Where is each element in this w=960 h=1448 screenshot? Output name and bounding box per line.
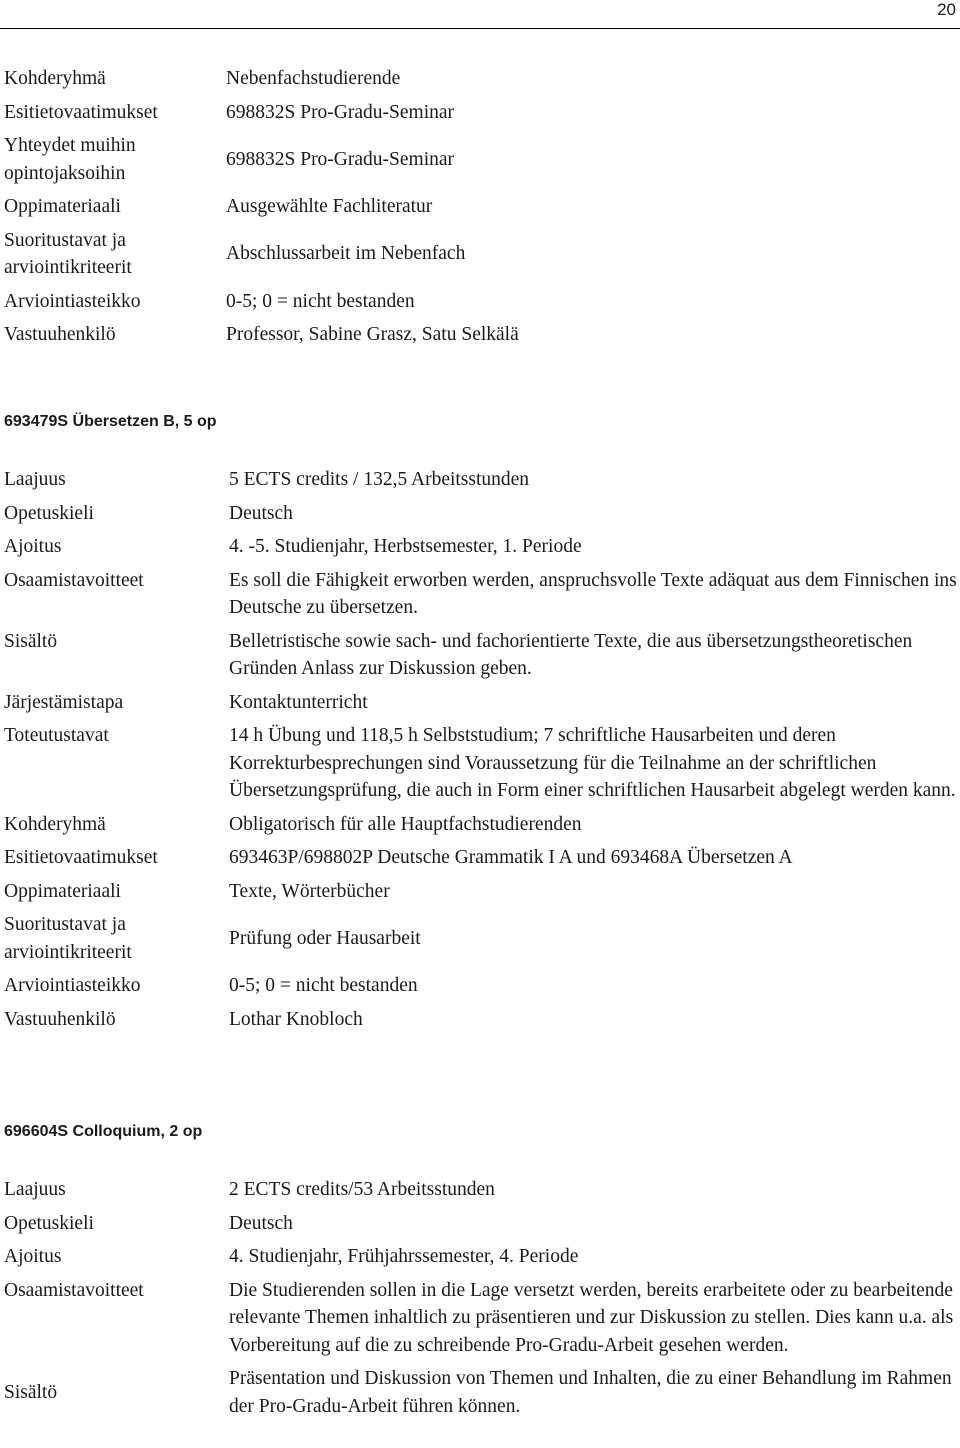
field-label: Kohderyhmä — [4, 68, 106, 89]
field-value: Abschlussarbeit im Nebenfach — [226, 243, 466, 265]
course-heading-colloquium: 696604S Colloquium, 2 op — [4, 1123, 203, 1140]
row-laajuus — [4, 1176, 959, 1210]
field-value: 5 ECTS credits / 132,5 Arbeitsstunden — [229, 469, 530, 490]
course-details-colloquium — [4, 1176, 959, 1426]
row-kohderyhma — [4, 65, 959, 99]
field-value: Texte, Wörterbücher — [229, 880, 390, 902]
field-value: Professor, Sabine Grasz, Satu Selkälä — [226, 324, 519, 345]
row-arviointiasteikko — [4, 288, 959, 322]
row-oppimateriaali — [4, 878, 959, 912]
field-value: Obligatorisch für alle Hauptfachstudierenden — [229, 813, 582, 835]
field-label: Suoritustavat ja arviointikriteerit — [4, 914, 132, 963]
row-jarjestamistapa — [4, 689, 959, 723]
field-label: Esitietovaatimukset — [4, 847, 158, 868]
field-value: 4. Studienjahr, Frühjahrssemester, 4. Periode — [229, 1246, 579, 1267]
field-label: Arviointiasteikko — [4, 975, 141, 996]
row-opetuskieli — [4, 500, 959, 534]
row-laajuus — [4, 466, 959, 500]
field-value: 14 h Übung und 118,5 h Selbststudium; 7 schriftliche Hausarbeiten und deren Korrekturbesprechungen sind Voraussetzung für die Teilnahme an der schriftlichen Übersetzungsprüfung, die auch in Form einer schriftlichen Hausarbeit abgelegt werden kann. — [229, 725, 956, 801]
row-osaamistavoitteet — [4, 1277, 959, 1366]
field-label: Opetuskieli — [4, 1212, 94, 1234]
field-value: Ausgewählte Fachliteratur — [226, 196, 433, 217]
row-sisalto — [4, 628, 959, 689]
row-esitietovaatimukset — [4, 99, 959, 133]
field-label: Laajuus — [4, 469, 66, 490]
field-label: Oppimateriaali — [4, 880, 121, 902]
field-label: Toteutustavat — [4, 725, 109, 746]
field-value: Belletristische sowie sach- und fachorientierte Texte, die aus übersetzungstheoretischen Gründen Anlass zur Diskussion geben. — [229, 630, 913, 679]
row-sisalto — [4, 1365, 959, 1426]
row-suoritustavat — [4, 227, 959, 288]
field-label: Osaamistavoitteet — [4, 1279, 144, 1301]
field-value: Es soll die Fähigkeit erworben werden, anspruchsvolle Texte adäquat aus dem Finnischen ins Deutsche zu übersetzen. — [229, 569, 957, 618]
row-suoritustavat — [4, 911, 959, 972]
field-label: Vastuuhenkilö — [4, 324, 116, 345]
field-value: 4. -5. Studienjahr, Herbstsemester, 1. Periode — [229, 536, 582, 557]
field-label: Oppimateriaali — [4, 196, 121, 217]
field-value: Deutsch — [229, 1212, 293, 1234]
field-label: Ajoitus — [4, 1246, 62, 1267]
field-value: 698832S Pro-Gradu-Seminar — [226, 101, 455, 123]
field-value: Deutsch — [229, 502, 293, 524]
field-label: Yhteydet muihin opintojaksoihin — [4, 135, 136, 184]
row-vastuuhenkilo — [4, 1006, 959, 1040]
field-label: Esitietovaatimukset — [4, 101, 158, 123]
row-esitietovaatimukset — [4, 844, 959, 878]
field-value: 0-5; 0 = nicht bestanden — [226, 290, 415, 312]
field-label: Kohderyhmä — [4, 813, 106, 835]
field-value: Die Studierenden sollen in die Lage versetzt werden, bereits erarbeitete oder zu bearbeitende relevante Themen inhaltlich zu präsentieren und zur Diskussion zu stellen. Dies kann u.a. als Vorbereitung auf die zu schreibende Pro-Gradu-Arbeit gesehen werden. — [229, 1279, 954, 1356]
row-osaamistavoitteet — [4, 567, 959, 628]
row-kohderyhma — [4, 811, 959, 845]
field-label: Osaamistavoitteet — [4, 569, 144, 591]
row-ajoitus — [4, 1243, 959, 1277]
field-value: 693463P/698802P Deutsche Grammatik I A und 693468A Übersetzen A — [229, 847, 793, 868]
field-label: Järjestämistapa — [4, 691, 124, 713]
row-ajoitus — [4, 533, 959, 567]
row-vastuuhenkilo — [4, 321, 959, 355]
course-heading-ubersetzen-b: 693479S Übersetzen B, 5 op — [4, 413, 217, 430]
page-number: 20 — [937, 0, 956, 19]
course-details-continued — [4, 65, 959, 355]
field-value: Lothar Knobloch — [229, 1008, 363, 1030]
field-value: Nebenfachstudierende — [226, 68, 401, 89]
field-label: Vastuuhenkilö — [4, 1008, 116, 1030]
field-label: Sisältö — [4, 1381, 58, 1403]
row-opetuskieli — [4, 1210, 959, 1244]
field-value: 698832S Pro-Gradu-Seminar — [226, 148, 455, 170]
field-value: Prüfung oder Hausarbeit — [229, 927, 421, 949]
field-label: Arviointiasteikko — [4, 290, 141, 312]
row-oppimateriaali — [4, 193, 959, 227]
field-value: Kontaktunterricht — [229, 691, 368, 713]
field-label: Sisältö — [4, 630, 58, 652]
field-label: Opetuskieli — [4, 502, 94, 524]
field-label: Laajuus — [4, 1179, 66, 1200]
row-yhteydet — [4, 132, 959, 193]
field-value: 2 ECTS credits/53 Arbeitsstunden — [229, 1179, 495, 1200]
course-details-ubersetzen-b — [4, 466, 959, 1039]
field-label: Suoritustavat ja arviointikriteerit — [4, 229, 132, 278]
field-value: 0-5; 0 = nicht bestanden — [229, 975, 418, 996]
field-value: Präsentation und Diskussion von Themen und Inhalten, die zu einer Behandlung im Rahmen der Pro-Gradu-Arbeit führen können. — [229, 1368, 952, 1417]
field-label: Ajoitus — [4, 536, 62, 557]
row-arviointiasteikko — [4, 972, 959, 1006]
row-toteutustavat — [4, 722, 959, 811]
header-rule — [0, 28, 960, 29]
